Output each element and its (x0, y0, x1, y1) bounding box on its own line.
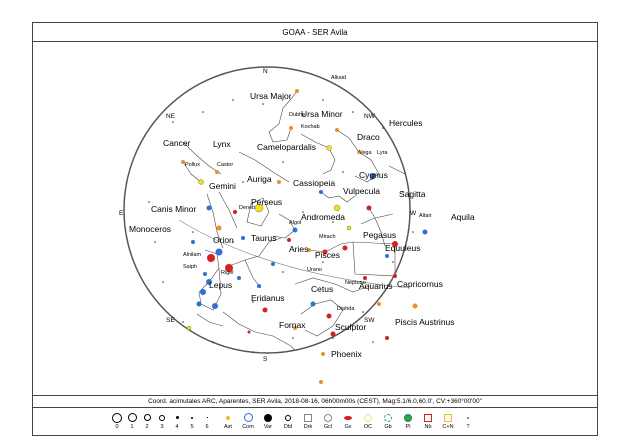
label-alnilam: Alnilam (183, 252, 202, 258)
label-orion: Orion (213, 235, 234, 245)
label-lynx: Lynx (213, 139, 231, 149)
label-capricornus: Capricornus (397, 279, 443, 289)
legend-mag-6: 6 (196, 411, 218, 431)
legend-dark-nebula-icon: Drk (297, 411, 319, 431)
label-dubhe: Dubhe (289, 112, 306, 118)
compass-w: W (410, 210, 417, 217)
legend-mag-4: 4 (166, 411, 188, 431)
compass-n: N (263, 68, 268, 75)
legend-variable-icon: Var (257, 411, 279, 431)
legend-galaxy-icon: Gx (337, 411, 359, 431)
label-fornax: Fornax (279, 320, 306, 330)
legend-mag-0: 0 (106, 411, 128, 431)
legend-globular-cluster-icon: Gb (377, 411, 399, 431)
label-aquarius: Aquarius (359, 281, 393, 291)
sky-map (33, 42, 599, 395)
label-vulpecula: Vulpecula (343, 186, 381, 196)
compass-nw: NW (364, 113, 375, 120)
label-lepus: Lepus (209, 280, 233, 290)
compass-s: S (263, 356, 268, 363)
label-castor: Castor (217, 162, 234, 168)
label-neptuno: Neptuno (345, 280, 366, 286)
legend (33, 407, 597, 437)
label-andromeda: Andromeda (301, 212, 345, 222)
label-cassiopeia: Cassiopeia (293, 178, 336, 188)
label-saiph: Saiph (183, 264, 198, 270)
label-urano: Urano (307, 267, 322, 273)
label-piscis-austrinus: Piscis Austrinus (395, 317, 455, 327)
label-cetus: Cetus (311, 284, 334, 294)
label-camelopardalis: Camelopardalis (257, 142, 317, 152)
legend-comet-icon: Com (237, 411, 259, 431)
compass-se: SE (166, 317, 175, 324)
label-eridanus: Eridanus (251, 293, 285, 303)
label-ursa-minor: Ursa Minor (301, 109, 343, 119)
chart-caption: Coord. acimutales ARC, Aparentes, SER Avila, 2018-08-16, 06h00m00s (CEST), Mag:5.1/6.0,60.0', CV:+360°00'00" (33, 395, 597, 407)
label-cygnus: Cygnus (359, 170, 388, 180)
label-kochab: Kochab (301, 124, 320, 130)
label-altair: Altair (419, 213, 432, 219)
label-alkaid: Alkaid (331, 75, 346, 81)
label-aries: Aries (289, 244, 309, 254)
legend-nebula-icon: Nb (417, 411, 439, 431)
legend-planetary-nebula-icon: Pl (397, 411, 419, 431)
label-sculptor: Sculptor (335, 322, 367, 332)
legend-double-icon: Dbl (277, 411, 299, 431)
label-perseus: Perseus (251, 197, 283, 207)
legend-mag-2: 2 (136, 411, 158, 431)
label-diphda: Diphda (337, 306, 355, 312)
label-sagitta: Sagitta (399, 189, 426, 199)
label-mirach: Mirach (319, 234, 336, 240)
legend-cluster-nebula-icon: C+N (437, 411, 459, 431)
label-equuleus: Equuleus (385, 243, 421, 253)
label-pisces: Pisces (315, 250, 341, 260)
label-pegasus: Pegasus (363, 230, 397, 240)
label-aquila: Aquila (451, 212, 475, 222)
label-pollux: Pollux (185, 162, 200, 168)
label-draco: Draco (357, 132, 380, 142)
label-cancer: Cancer (163, 138, 191, 148)
compass-ne: NE (166, 113, 176, 120)
label-ursa-major: Ursa Major (250, 91, 292, 101)
label-monoceros: Monoceros (129, 224, 172, 234)
legend-mag-3: 3 (151, 411, 173, 431)
legend-mag-1: 1 (121, 411, 143, 431)
legend-mag-5: 5 (181, 411, 203, 431)
label-canis-minor: Canis Minor (151, 204, 197, 214)
legend-asteroid-icon: Ast (217, 411, 239, 431)
legend-globular-icon: Gcl (317, 411, 339, 431)
label-hercules: Hercules (389, 118, 423, 128)
compass-e: E (119, 210, 124, 217)
chart-frame (32, 22, 598, 436)
chart-title: GOAA - SER Avila (33, 23, 597, 42)
label-taurus: Taurus (251, 233, 277, 243)
label-lyra: Lyra (377, 150, 388, 156)
legend-open-cluster-icon: OC (357, 411, 379, 431)
label-deneb: Deneb (239, 205, 256, 211)
compass-sw: SW (364, 317, 375, 324)
label-gemini: Gemini (209, 181, 236, 191)
label-rigel: Rigel (221, 270, 234, 276)
label-vega: Vega (359, 150, 372, 156)
label-phoenix: Phoenix (331, 349, 362, 359)
label-auriga: Auriga (247, 174, 272, 184)
label-algol: Algol (289, 220, 302, 226)
legend-unknown-icon: ? (457, 411, 479, 431)
